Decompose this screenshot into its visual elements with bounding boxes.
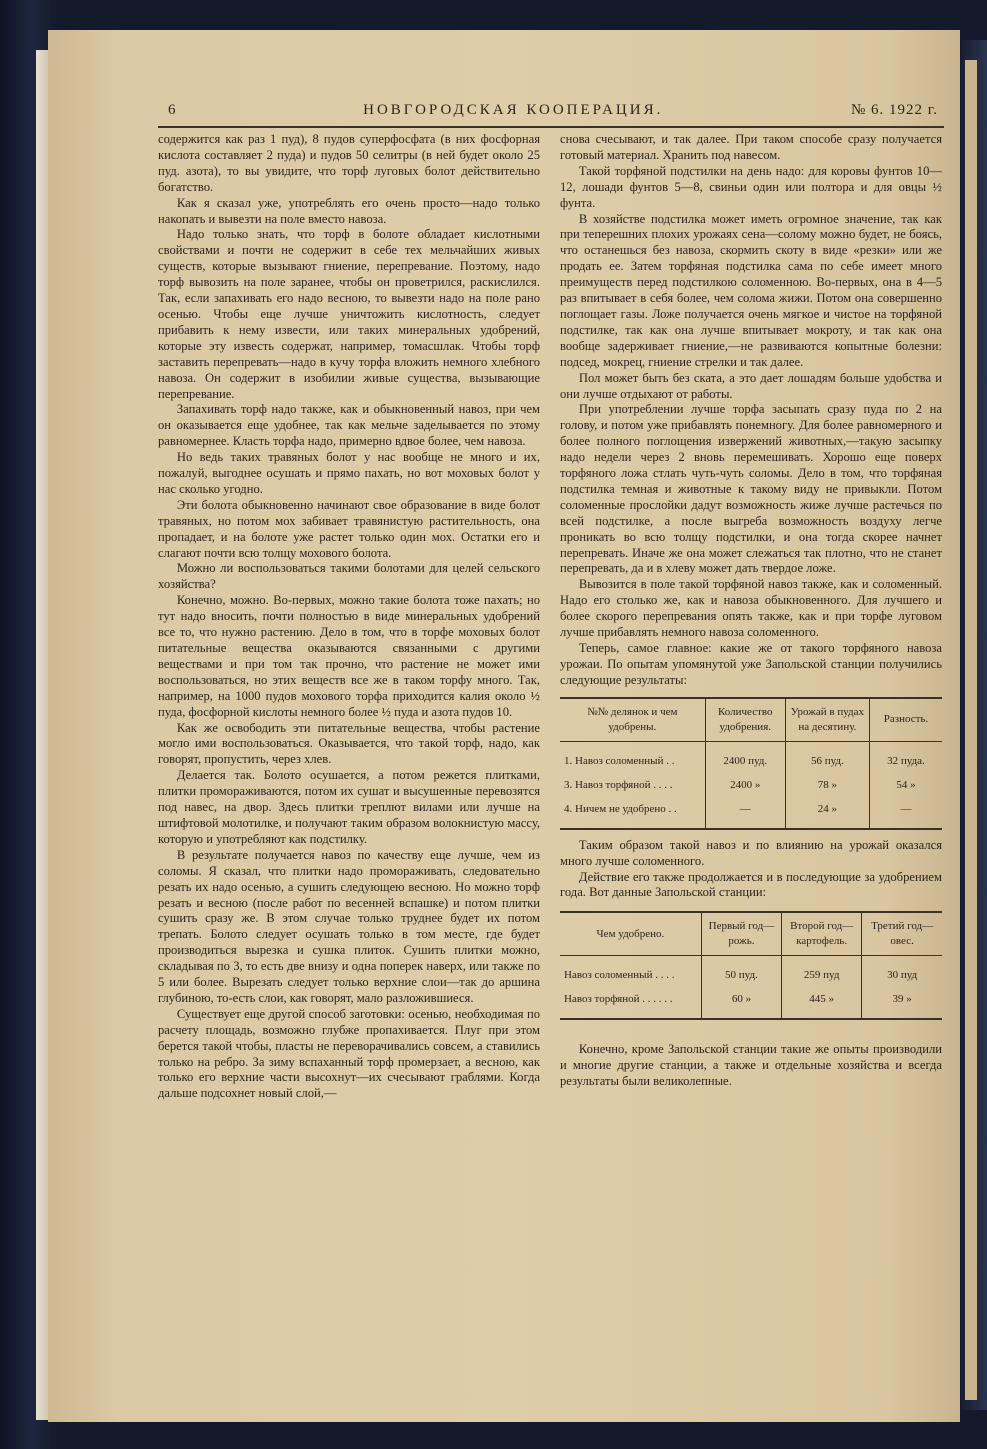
right-column-text-middle — [560, 838, 942, 902]
journal-title: НОВГОРОДСКАЯ КООПЕРАЦИЯ. — [363, 102, 664, 118]
column-header: Чем удобрено. — [560, 912, 701, 956]
table-row — [560, 956, 942, 988]
paragraph: Такой торфяной подстилки на день надо: для коровы фунтов 10—12, лошади фунтов 5—8, свиньи один или полтора и для овцы ½ фунта. — [560, 163, 942, 210]
yield-results-table — [560, 697, 942, 830]
right-column — [560, 132, 942, 1090]
table-header-row — [560, 698, 942, 742]
paragraph: Запахивать торф надо также, как и обыкновенный навоз, при чем он оказывается еще удобнее, так как мельче заделывается по этому равномернее. Класть торфа надо, примерно вдвое более, чем навоза. — [158, 402, 540, 449]
table-cell: — — [869, 797, 942, 829]
right-column-text-top — [560, 132, 942, 689]
paragraph: Делается так. Болото осушается, а потом режется плитками, плитки промораживаются, потом их сушат и высушенные перевозятся под навес, на двор. Здесь плитки треплют вилами или лучше на штифтовой молотилке, и получают таким образом волокнистую массу, которую и употребляют как подстилку. — [158, 768, 540, 846]
paragraph: Действие его также продолжается и в последующие за удобрением года. Вот данные Запольской станции: — [560, 869, 942, 900]
table-cell: 4. Ничем не удобрено . . — [560, 797, 705, 829]
paragraph: Теперь, самое главное: какие же от такого торфяного навоза урожаи. По опытам упомянутой уже Запольской станции получились следующие результаты: — [560, 641, 942, 687]
table-row — [560, 987, 942, 1019]
column-header: Разность. — [869, 698, 942, 742]
column-header: Количество удобрения. — [705, 698, 785, 742]
paragraph: Конечно, кроме Запольской станции такие же опыты производили и многие другие станции, а также и отдельные хозяйства и всегда результаты были великолепные. — [560, 1042, 942, 1089]
left-column — [158, 132, 540, 1102]
paragraph: Таким образом такой навоз и по влиянию на урожай оказался много лучше соломенного. — [560, 837, 942, 868]
right-column-text-bottom — [560, 1042, 942, 1090]
paragraph: В хозяйстве подстилка может иметь огромное значение, так как при теперешних плохих урожаях сена—солому можно будет, не боясь, что останешься без навоза, скормить скоту в виде «резки» или же продать ее. Затем торфяная подстилка сама по себе имеет много преимуществ перед подстилкою соломенною. Во-первых, она в 4—5 раз впитывает в себя более, чем солома жижи. Потом она совершенно поглощает газы. Ложе получается очень мягкое и чистое на торфяной подстилке, так как она лучше впитывает мокроту, и так как она вообще задерживает гниение,—не развиваются копытные болезни: подсед, мокрец, гниение стрелки и так далее. — [560, 211, 942, 369]
table-cell: 3. Навоз торфяной . . . . — [564, 778, 673, 791]
table-cell: 50 пуд. — [701, 956, 781, 988]
column-header: №№ делянок и чем удобрены. — [560, 698, 705, 742]
table-row — [560, 741, 942, 773]
table-cell: 24 » — [785, 797, 869, 829]
paragraph: При употреблении лучше торфа засыпать сразу пуда по 2 на голову, и потом уже прибавлять понемногу. Для более равномерного и более полного поглощения извержений животных,—такую засыпку надо недели через 2 вновь перемешивать. Хорошо еще поверх торфяного ложа стлать чуть-чуть соломы. Дело в том, что торфяная подстилка темная и животные к такому виду не привыкли. Потом соломенные прослойки дадут возможность жиже лучше растечься по всей подстилке, а после выгреба возможность воздуху легче проникать во всю толщу подстилки, и она тогда скорее начнет перепревать. Иначе же она может слежаться так плотно, что не станет перепревать, да и в хлеву может дать твердое ложе. — [560, 402, 942, 576]
table-row — [560, 797, 942, 829]
table-cell: 32 пуда. — [869, 741, 942, 773]
paragraph: Существует еще другой способ заготовки: осенью, необходимая по расчету площадь, возможно глубже пропахивается. Плуг при этом берется такой чтобы, пласты не переворачивались совсем, а ставились только на ребро. За зиму вспаханный торф промерзает, а весною, как только его верхние части высохнут—их счесывают граблями. Когда дальше подсохнет новый слой,— — [158, 1006, 540, 1101]
paragraph: содержится как раз 1 пуд), 8 пудов суперфосфата (в них фосфорная кислота составляет 2 пуда) и пудов 50 селитры (в ней будет около 25 пуд. азота), то вы увидите, что торф луговых болот действительно богатство. — [158, 132, 540, 194]
paragraph: Эти болота обыкновенно начинают свое образование в виде болот травяных, но потом мох забивает травянистую растительность, она пропадает, и на болоте уже растет только один мох. Остатки его и слагают почти всю толщу мохового болота. — [158, 497, 540, 560]
table-cell: 39 » — [862, 987, 942, 1019]
column-header: Второй год—картофель. — [782, 912, 862, 956]
multi-year-table — [560, 911, 942, 1020]
table-cell: Навоз соломенный . . . . — [564, 969, 675, 982]
table-cell: 2400 пуд. — [705, 741, 785, 773]
table-cell: 259 пуд — [782, 956, 862, 988]
paragraph: Вывозится в поле такой торфяной навоз также, как и соломенный. Надо его столько же, как и навоза обыкновенного. Для лучшего и более скорого перепревания опять также, как и при торфе луговом лучше прибавлять немного навоза соломенного. — [560, 577, 942, 640]
header-rule — [158, 126, 944, 128]
table-cell: — — [705, 797, 785, 829]
running-header — [168, 102, 938, 119]
paragraph: Можно ли воспользоваться такими болотами для целей сельского хозяйства? — [158, 561, 540, 592]
table-header-row — [560, 912, 942, 956]
paragraph: Конечно, можно. Во-первых, можно такие болота тоже пахать; но тут надо вносить, почти полностью в виде минеральных удобрений все то, что нужно растению. Дело в том, что в торфе моховых болот питательные вещества оказываются связанными с другими веществами и при том так прочно, что растение не может ими воспользоваться, но этих веществ все же в таком торфу много. Так, например, на 1000 пудов мохового торфа приходится калия около ½ пуда, фосфорной кислоты немного более ½ пуда и азота пудов 10. — [158, 593, 540, 719]
table-cell: 1. Навоз соломенный . . — [564, 754, 675, 767]
paragraph: Надо только знать, что торф в болоте обладает кислотными свойствами и почти не содержит в себе тех мельчайших живых существ, которые вызывают гниение, перепревание. Поэтому, надо торф вывозить на поле заранее, чтобы он проветрился, раскислился. Так, если запахивать его надо весною, то вывезти надо на поле рано осенью. Чтобы еще лучше уничтожить кислотность, следует прибавить к нему извести, или таких минеральных удобрений, которые эту известь содержат, например, томасшлак. Чтобы торф заставить перепревать—надо в кучу торфа вложить немного хлебного навоза. Он содержит в изобилии живые существа, вызывающие перепревание. — [158, 227, 540, 401]
table-cell: Навоз торфяной . . . . . . — [560, 987, 701, 1019]
table-cell: 2400 » — [705, 773, 785, 797]
table-cell: 445 » — [782, 987, 862, 1019]
table-cell: 56 пуд. — [785, 741, 869, 773]
table-cell: 78 » — [785, 773, 869, 797]
paragraph: В результате получается навоз по качеству еще лучше, чем из соломы. Я сказал, что плитки надо промораживать, следовательно резать их надо осенью, а сушить следующею весною. Но можно торф резать и весною (после работ по весенней вспашке) и потом плитки сушить сразу же. В этом случае только труднее будет их потом трепать. Болото следует осушать только в том месте, где будет производиться вырезка и сушка плиток. Сушить плитки можно, складывая по 3, то есть две внизу и одна поперек наверх, или также по 5 или более. Вырезать следует только верхние слои—так до аршина глубиною, то-есть слои, как говорят, мало разложившиеся. — [158, 847, 540, 1005]
facing-page-edge — [965, 60, 977, 1400]
table-cell: 54 » — [869, 773, 942, 797]
paragraph: Как я сказал уже, употреблять его очень просто—надо только накопать и вывезти на поле вместо навоза. — [158, 195, 540, 226]
journal-page — [48, 30, 960, 1422]
paragraph: Пол может быть без ската, а это дает лошадям больше удобства и они лучше отдыхают от работы. — [560, 370, 942, 401]
paragraph: снова счесывают, и так далее. При таком способе сразу получается готовый материал. Хранить под навесом. — [560, 132, 942, 162]
table-cell: 60 » — [701, 987, 781, 1019]
issue-label: № 6. 1922 г. — [850, 102, 938, 118]
page-stack-edge — [36, 50, 48, 1420]
paragraph: Но ведь таких травяных болот у нас вообще не много и их, пожалуй, выгоднее осушать и прямо пахать, но вот моховых болот у нас сколько угодно. — [158, 450, 540, 496]
column-header: Третий год—овес. — [862, 912, 942, 956]
table-cell: 30 пуд — [862, 956, 942, 988]
page-number: 6 — [168, 102, 176, 118]
paragraph: Как же освободить эти питательные вещества, чтобы растение могло ими воспользоваться. Оказывается, что такой торф, надо, как говорят, пропустить, через хлев. — [158, 720, 540, 767]
column-header: Первый год—рожь. — [701, 912, 781, 956]
table-row — [560, 773, 942, 797]
column-header: Урожай в пудах на десятину. — [785, 698, 869, 742]
